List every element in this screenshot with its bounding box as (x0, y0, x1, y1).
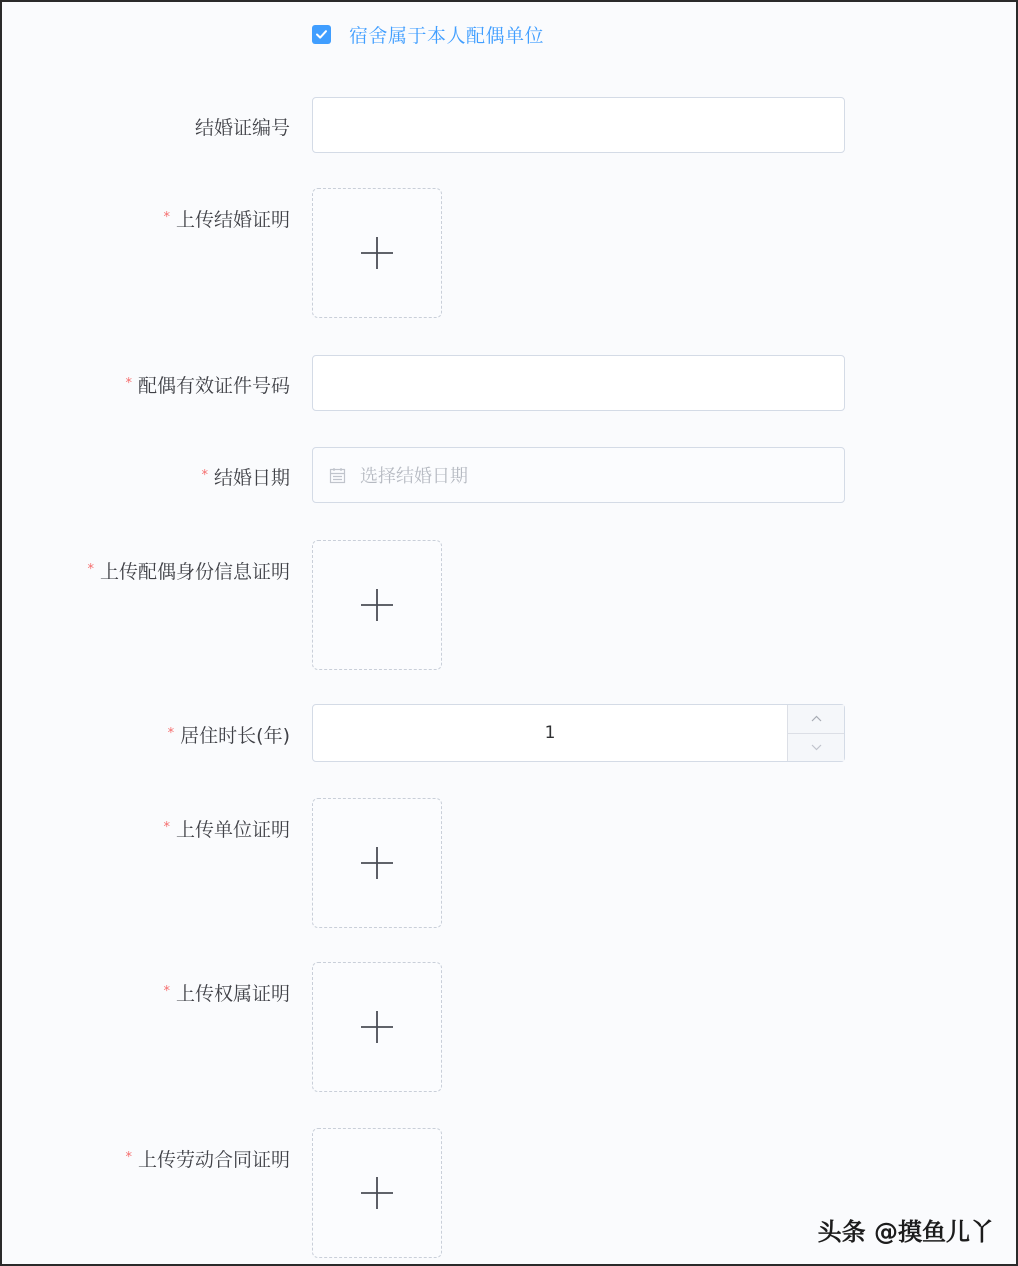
watermark: 头条 @摸鱼儿丫 (817, 1218, 994, 1246)
increase-button[interactable] (788, 705, 844, 734)
required-mark: * (167, 726, 175, 741)
plus-icon (360, 846, 394, 880)
spouse-unit-checkbox-row[interactable] (312, 21, 544, 48)
upload-marriage-cert-label: * 上传结婚证明 (163, 209, 290, 231)
plus-icon (360, 236, 394, 270)
chevron-up-icon (811, 715, 822, 722)
marriage-cert-no-label: 结婚证编号 (194, 117, 290, 139)
decrease-button[interactable] (788, 734, 844, 762)
residence-years-input[interactable] (312, 704, 845, 762)
required-mark: * (163, 210, 170, 225)
marriage-date-picker[interactable] (312, 447, 845, 503)
upload-labor-contract-button[interactable] (312, 1128, 442, 1258)
marriage-date-placeholder: 选择结婚日期 (360, 466, 468, 487)
required-mark: * (163, 984, 170, 999)
required-mark: * (201, 468, 208, 483)
residence-years-stepper[interactable] (787, 705, 844, 761)
upload-employer-cert-button[interactable] (312, 798, 442, 928)
chevron-down-icon (811, 744, 822, 751)
spouse-unit-checkbox[interactable] (312, 25, 331, 44)
residence-years-label: * 居住时长(年) (167, 725, 290, 747)
residence-years-value[interactable]: 1 (544, 723, 556, 743)
upload-employer-cert-label: * 上传单位证明 (163, 819, 290, 841)
upload-labor-contract-label: * 上传劳动合同证明 (125, 1149, 290, 1171)
upload-spouse-id-button[interactable] (312, 540, 442, 670)
marriage-cert-no-input[interactable] (312, 97, 845, 153)
plus-icon (360, 588, 394, 622)
required-mark: * (163, 820, 170, 835)
required-mark: * (87, 562, 94, 577)
spouse-id-no-input[interactable] (312, 355, 845, 411)
plus-icon (360, 1176, 394, 1210)
upload-ownership-cert-button[interactable] (312, 962, 442, 1092)
plus-icon (360, 1010, 394, 1044)
spouse-id-no-label: * 配偶有效证件号码 (125, 375, 290, 397)
spouse-unit-checkbox-label[interactable]: 宿舍属于本人配偶单位 (349, 25, 545, 47)
required-mark: * (125, 376, 132, 391)
upload-ownership-cert-label: * 上传权属证明 (163, 983, 290, 1005)
marriage-date-label: * 结婚日期 (201, 467, 290, 489)
required-mark: * (125, 1150, 132, 1165)
upload-marriage-cert-button[interactable] (312, 188, 442, 318)
upload-spouse-id-label: * 上传配偶身份信息证明 (87, 561, 290, 583)
calendar-icon (329, 467, 346, 484)
check-icon (315, 28, 328, 41)
